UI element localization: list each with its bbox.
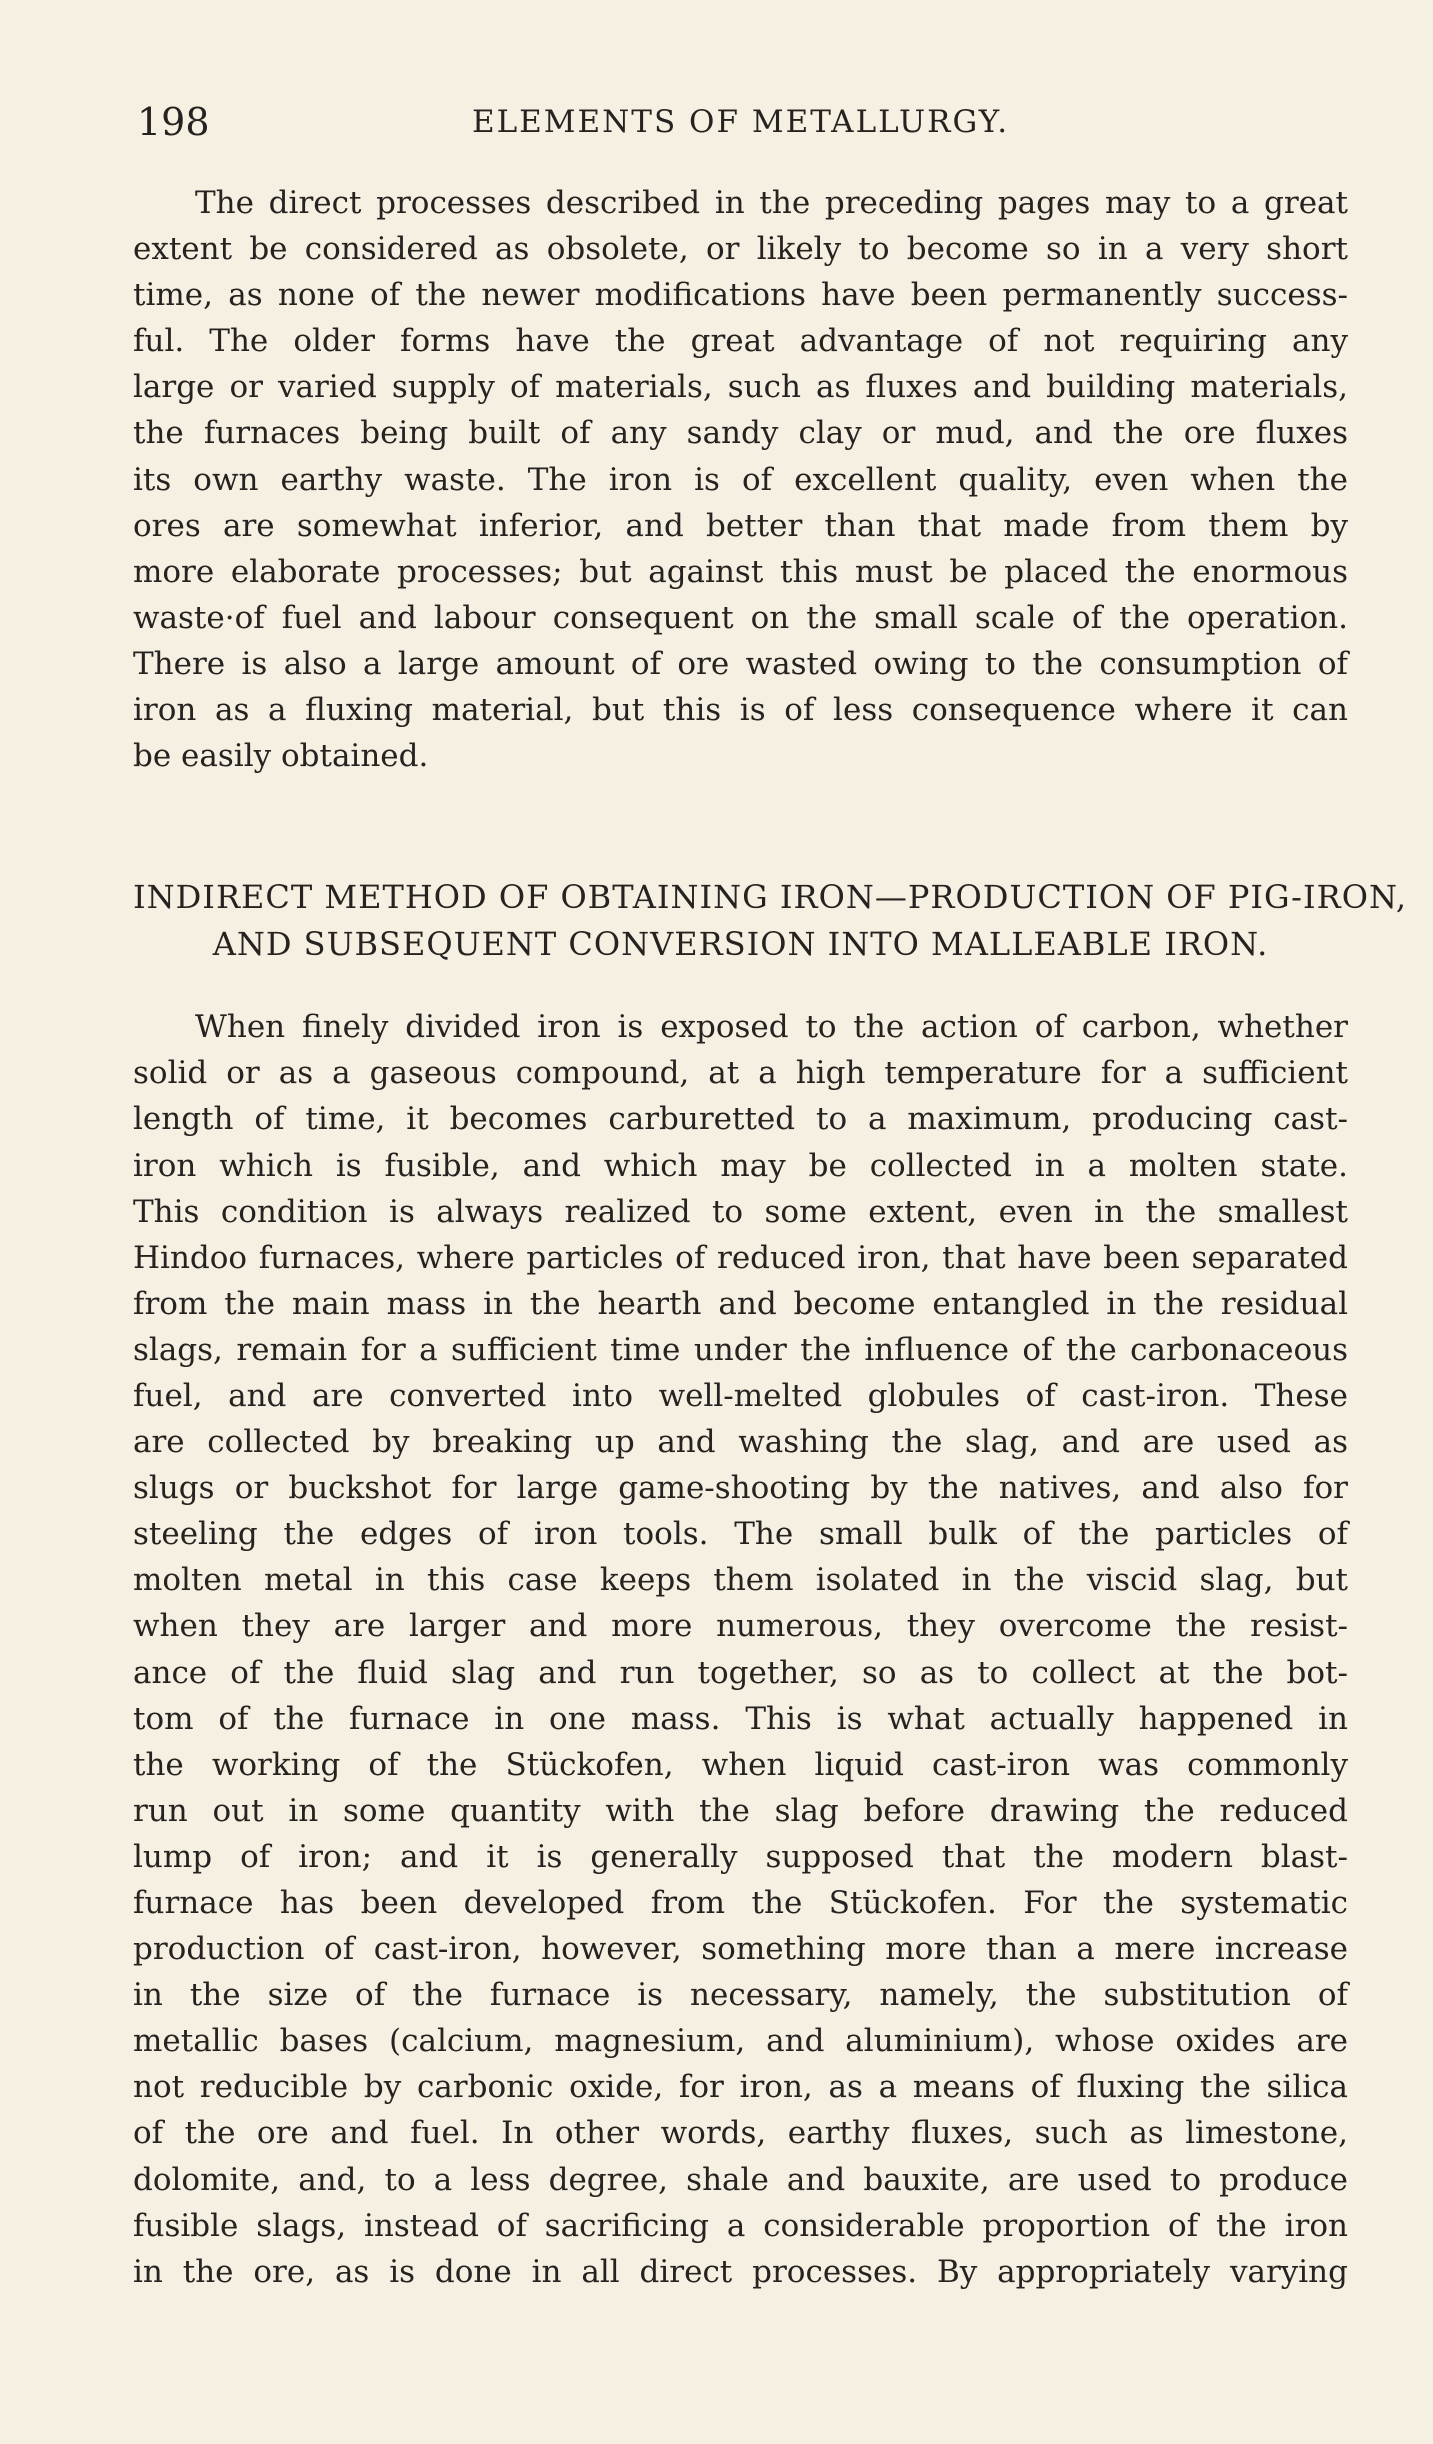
text-line: ance of the fluid slag and run together, so as to collect at the bot- [133,1654,1348,1691]
text-line: ores are somewhat inferior, and better than that made from them by [133,507,1348,544]
text-line: of the ore and fuel. In other words, earthy fluxes, such as limestone, [133,2115,1348,2152]
section-heading-line: AND SUBSEQUENT CONVERSION INTO MALLEABLE IRON. [212,925,1269,964]
page-header [133,92,1348,152]
text-line: when they are larger and more numerous, they overcome the resist- [133,1608,1348,1645]
text-line: more elaborate processes; but against this must be placed the enormous [133,553,1348,590]
text-line: molten metal in this case keeps them isolated in the viscid slag, but [133,1562,1348,1599]
text-line: extent be considered as obsolete, or likely to become so in a very short [133,231,1348,268]
text-line: slags, remain for a sufficient time under the influence of the carbonaceous [133,1331,1348,1368]
section-heading-line: INDIRECT METHOD OF OBTAINING IRON—PRODUCTION OF PIG-IRON, [133,878,1408,917]
section-heading [133,874,1408,968]
text-line: be easily obtained. [133,738,429,775]
text-line: are collected by breaking up and washing the slag, and are used as [133,1424,1348,1461]
text-line: run out in some quantity with the slag before drawing the reduced [133,1792,1348,1829]
text-line: its own earthy waste. The iron is of excellent quality, even when the [133,461,1348,498]
text-line: production of cast-iron, however, something more than a mere increase [133,1931,1348,1968]
text-line: in the size of the furnace is necessary, namely, the substitution of [133,1977,1348,2014]
text-line: slugs or buckshot for large game-shooting by the natives, and also for [133,1470,1348,1507]
paragraph-2 [133,1004,1348,2295]
text-line: waste·of fuel and labour consequent on the small scale of the operation. [133,599,1348,636]
text-line: furnace has been developed from the Stückofen. For the systematic [133,1885,1348,1921]
text-line: the furnaces being built of any sandy clay or mud, and the ore fluxes [133,415,1348,452]
text-line: ful. The older forms have the great advantage of not requiring any [133,323,1348,360]
text-line: fusible slags, instead of sacrificing a considerable proportion of the iron [133,2207,1348,2244]
text-line: solid or as a gaseous compound, at a high temperature for a sufficient [133,1055,1348,1092]
page-number: 198 [137,100,210,144]
text-line: tom of the furnace in one mass. This is what actually happened in [133,1700,1348,1737]
text-line: There is also a large amount of ore wasted owing to the consumption of [133,645,1348,682]
text-line: This condition is always realized to some extent, even in the smallest [133,1193,1348,1230]
text-line: the working of the Stückofen, when liquid cast-iron was commonly [133,1746,1348,1783]
book-page [133,92,1408,2295]
text-line: fuel, and are converted into well-melted globules of cast-iron. These [133,1377,1348,1414]
text-line: iron which is fusible, and which may be collected in a molten state. [133,1147,1348,1184]
text-line: large or varied supply of materials, such as fluxes and building materials, [133,369,1348,406]
text-line: iron as a fluxing material, but this is of less consequence where it can [133,692,1348,729]
text-line: length of time, it becomes carburetted to a maximum, producing cast- [133,1101,1348,1138]
paragraph-1 [133,180,1348,779]
text-line: The direct processes described in the preceding pages may to a great [195,185,1348,221]
text-line: When finely divided iron is exposed to the action of carbon, whether [195,1009,1348,1046]
running-head: ELEMENTS OF METALLURGY. [471,104,1010,140]
text-line: time, as none of the newer modifications have been permanently success- [133,277,1348,314]
text-line: steeling the edges of iron tools. The small bulk of the particles of [133,1516,1348,1553]
text-line: in the ore, as is done in all direct processes. By appropriately varying [133,2253,1348,2290]
text-line: Hindoo furnaces, where particles of reduced iron, that have been separated [133,1239,1348,1276]
text-line: from the main mass in the hearth and become entangled in the residual [133,1285,1348,1322]
text-line: dolomite, and, to a less degree, shale and bauxite, are used to produce [133,2161,1348,2198]
text-line: lump of iron; and it is generally supposed that the modern blast- [133,1838,1348,1875]
text-line: not reducible by carbonic oxide, for iron, as a means of fluxing the silica [133,2069,1348,2106]
text-line: metallic bases (calcium, magnesium, and aluminium), whose oxides are [133,2023,1348,2060]
